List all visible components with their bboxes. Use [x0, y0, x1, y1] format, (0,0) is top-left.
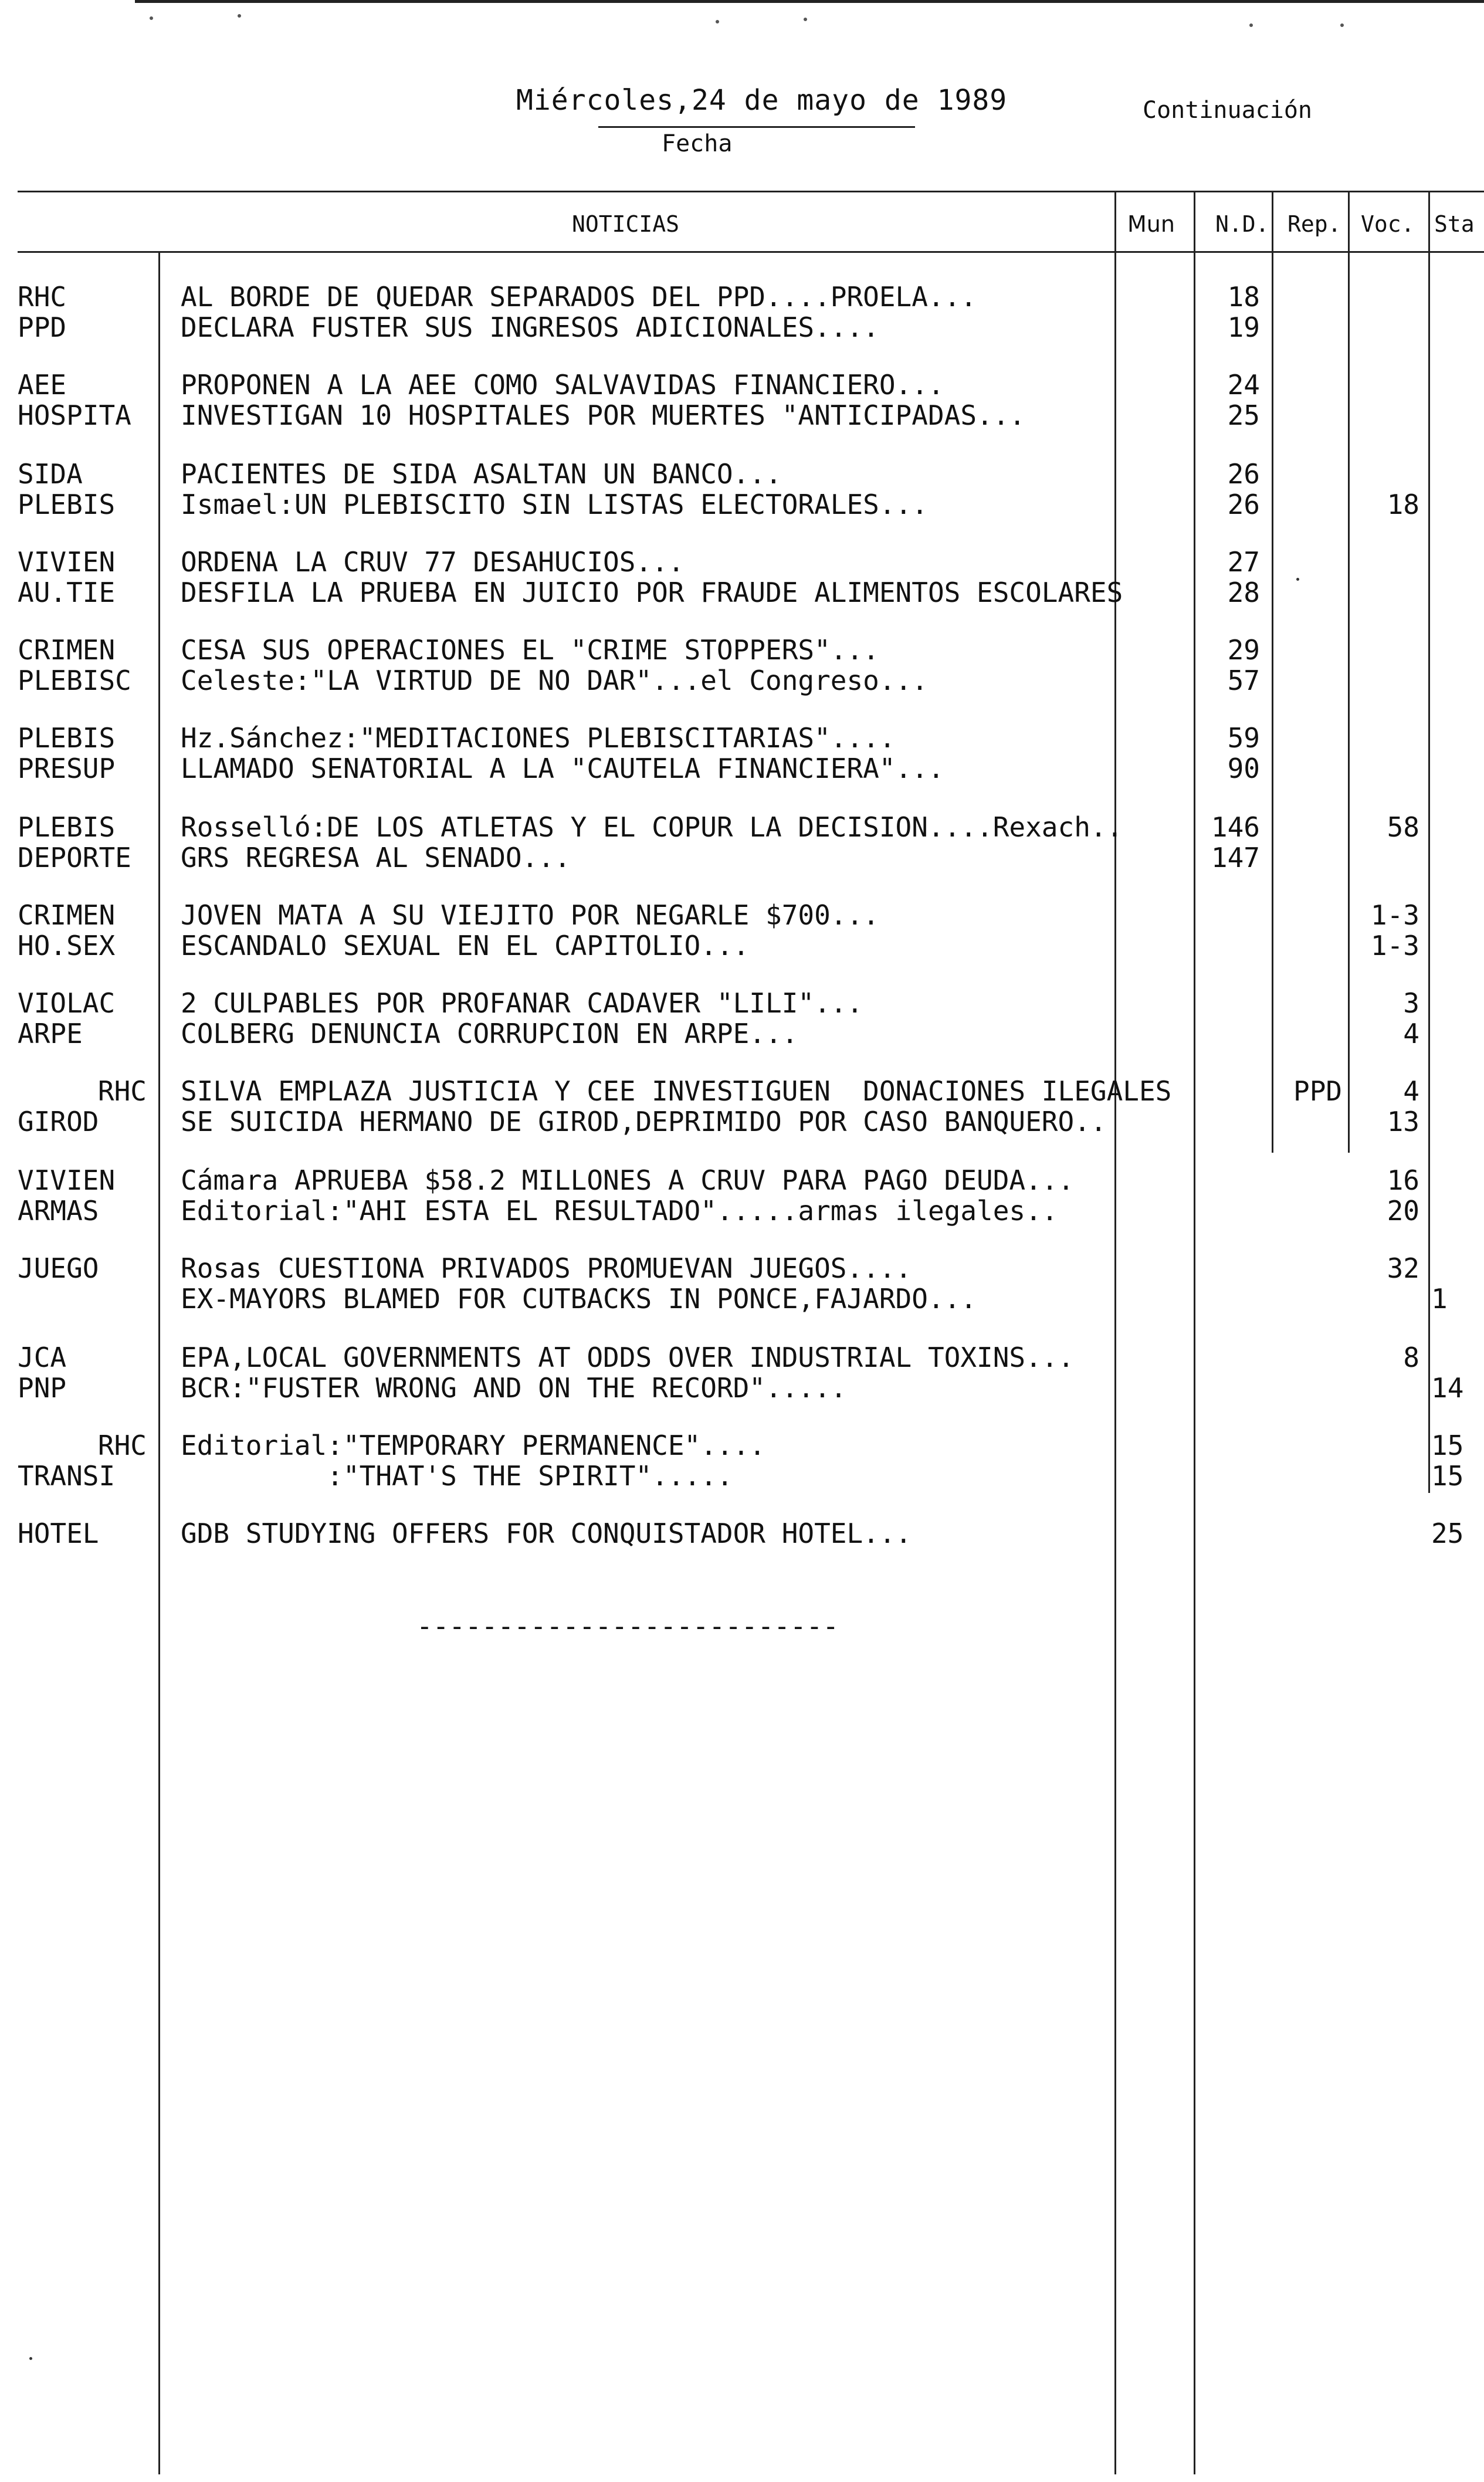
row-code: CRIMEN: [18, 634, 116, 666]
row-voc-page: 3: [1403, 987, 1419, 1019]
row-headline: ORDENA LA CRUV 77 DESAHUCIOS...: [181, 546, 685, 578]
table-row: [0, 1165, 1484, 1196]
table-row: [0, 1373, 1484, 1403]
table-row: [0, 1018, 1484, 1049]
scan-speck: [1249, 23, 1253, 27]
row-voc-page: 1-3: [1370, 930, 1419, 961]
row-nd-page: 24: [1227, 369, 1260, 401]
table-row: [0, 1253, 1484, 1284]
table-row: [0, 812, 1484, 842]
table-row: [0, 930, 1484, 961]
row-headline: COLBERG DENUNCIA CORRUPCION EN ARPE...: [181, 1018, 798, 1049]
table-row: [0, 489, 1484, 520]
table-row: [0, 1196, 1484, 1226]
table-row: [0, 723, 1484, 753]
row-code: PRESUP: [18, 753, 116, 784]
row-headline: GDB STUDYING OFFERS FOR CONQUISTADOR HOTEL...: [181, 1518, 912, 1549]
column-header-mun: Mun: [1127, 211, 1175, 237]
row-headline: JOVEN MATA A SU VIEJITO POR NEGARLE $700...: [181, 899, 879, 931]
scan-speck: [238, 14, 241, 18]
row-nd-page: 25: [1227, 399, 1260, 431]
column-header-voc: Voc.: [1361, 211, 1415, 237]
table-row: [0, 370, 1484, 400]
row-code: JUEGO: [18, 1252, 99, 1284]
row-headline: 2 CULPABLES POR PROFANAR CADAVER "LILI"...: [181, 987, 863, 1019]
table-row: [0, 1106, 1484, 1137]
row-code: PPD: [18, 311, 67, 343]
row-headline: GRS REGRESA AL SENADO...: [181, 842, 571, 873]
row-nd-page: 26: [1227, 458, 1260, 490]
row-headline: SILVA EMPLAZA JUSTICIA Y CEE INVESTIGUEN DONACIONES ILEGALES: [181, 1075, 1172, 1107]
row-voc-page: 16: [1387, 1164, 1419, 1196]
row-code: JCA: [18, 1342, 67, 1373]
table-row: [0, 753, 1484, 784]
row-voc-page: 58: [1387, 811, 1419, 843]
row-nd-page: 146: [1211, 811, 1260, 843]
scan-speck: [1340, 23, 1344, 27]
scan-speck: [1296, 578, 1299, 581]
row-headline: :"THAT'S THE SPIRIT".....: [181, 1460, 733, 1492]
row-code: ARMAS: [18, 1195, 99, 1227]
table-row: [0, 635, 1484, 665]
row-code: RHC: [97, 1430, 147, 1461]
date-underline: [598, 126, 915, 128]
date-line: Miércoles,24 de mayo de 1989: [516, 84, 1008, 117]
row-code: CRIMEN: [18, 899, 116, 931]
row-code: DEPORTE: [18, 842, 131, 873]
row-nd-page: 28: [1227, 577, 1260, 608]
table-row: [0, 1430, 1484, 1461]
row-voc-page: 4: [1403, 1018, 1419, 1049]
row-star-page: 14: [1431, 1372, 1464, 1404]
table-row: [0, 1342, 1484, 1373]
row-headline: PACIENTES DE SIDA ASALTAN UN BANCO...: [181, 458, 782, 490]
continuation-label: Continuación: [1143, 97, 1312, 124]
row-nd-page: 57: [1227, 665, 1260, 696]
row-rep-page: PPD: [1293, 1075, 1343, 1107]
row-code: PLEBISC: [18, 665, 131, 696]
row-headline: Celeste:"LA VIRTUD DE NO DAR"...el Congreso...: [181, 665, 928, 696]
row-headline: PROPONEN A LA AEE COMO SALVAVIDAS FINANCIERO...: [181, 369, 944, 401]
row-code: VIVIEN: [18, 1164, 116, 1196]
row-headline: Cámara APRUEBA $58.2 MILLONES A CRUV PARA PAGO DEUDA...: [181, 1164, 1075, 1196]
table-header-rule: [18, 251, 1484, 253]
row-code: TRANSI: [18, 1460, 116, 1492]
table-row: [0, 842, 1484, 873]
scan-speck: [29, 2357, 32, 2360]
row-headline: Rosselló:DE LOS ATLETAS Y EL COPUR LA DECISION....Rexach..: [181, 811, 1123, 843]
date-label: Fecha: [662, 130, 733, 157]
row-headline: Rosas CUESTIONA PRIVADOS PROMUEVAN JUEGOS....: [181, 1252, 912, 1284]
scan-speck: [804, 18, 807, 21]
table-row: [0, 547, 1484, 577]
row-code: PNP: [18, 1372, 67, 1404]
table-row: [0, 1461, 1484, 1491]
row-nd-page: 19: [1227, 311, 1260, 343]
end-of-list-dashes: --------------------------: [416, 1610, 839, 1642]
row-voc-page: 18: [1387, 489, 1419, 520]
table-row: [0, 459, 1484, 489]
row-nd-page: 59: [1227, 722, 1260, 754]
row-nd-page: 18: [1227, 281, 1260, 313]
row-code: VIOLAC: [18, 987, 116, 1019]
table-row: [0, 665, 1484, 696]
row-headline: EX-MAYORS BLAMED FOR CUTBACKS IN PONCE,FAJARDO...: [181, 1283, 977, 1315]
table-row: [0, 312, 1484, 343]
table-row: [0, 988, 1484, 1018]
row-code: PLEBIS: [18, 722, 116, 754]
column-header-rep: Rep.: [1288, 211, 1341, 237]
row-nd-page: 26: [1227, 489, 1260, 520]
table-row: [0, 900, 1484, 930]
row-headline: CESA SUS OPERACIONES EL "CRIME STOPPERS"...: [181, 634, 879, 666]
row-headline: EPA,LOCAL GOVERNMENTS AT ODDS OVER INDUSTRIAL TOXINS...: [181, 1342, 1075, 1373]
scan-speck: [716, 20, 719, 23]
top-edge-rule: [135, 0, 1484, 3]
row-nd-page: 27: [1227, 546, 1260, 578]
row-code: RHC: [97, 1075, 147, 1107]
mun-column-divider-left: [1114, 191, 1116, 2474]
row-code: PLEBIS: [18, 811, 116, 843]
row-code: HOTEL: [18, 1518, 99, 1549]
row-headline: DESFILA LA PRUEBA EN JUICIO POR FRAUDE ALIMENTOS ESCOLARES: [181, 577, 1123, 608]
row-code: AU.TIE: [18, 577, 116, 608]
nd-column-divider-left: [1194, 191, 1195, 2474]
row-code: HO.SEX: [18, 930, 116, 961]
row-headline: SE SUICIDA HERMANO DE GIROD,DEPRIMIDO POR CASO BANQUERO..: [181, 1106, 1107, 1137]
row-code: RHC: [18, 281, 67, 313]
row-code: VIVIEN: [18, 546, 116, 578]
scan-speck: [150, 16, 153, 20]
table-row: [0, 400, 1484, 431]
row-headline: INVESTIGAN 10 HOSPITALES POR MUERTES "ANTICIPADAS...: [181, 399, 1026, 431]
row-voc-page: 4: [1403, 1075, 1419, 1107]
column-header-star: Sta: [1434, 211, 1475, 237]
row-headline: BCR:"FUSTER WRONG AND ON THE RECORD".....: [181, 1372, 847, 1404]
row-code: AEE: [18, 369, 67, 401]
row-headline: Hz.Sánchez:"MEDITACIONES PLEBISCITARIAS"....: [181, 722, 896, 754]
row-headline: LLAMADO SENATORIAL A LA "CAUTELA FINANCIERA"...: [181, 753, 944, 784]
row-code: ARPE: [18, 1018, 83, 1049]
row-voc-page: 8: [1403, 1342, 1419, 1373]
table-row: [0, 282, 1484, 312]
row-star-page: 15: [1431, 1430, 1464, 1461]
row-headline: Ismael:UN PLEBISCITO SIN LISTAS ELECTORALES...: [181, 489, 928, 520]
table-row: [0, 577, 1484, 608]
table-row: [0, 1518, 1484, 1549]
row-star-page: 15: [1431, 1460, 1464, 1492]
row-headline: Editorial:"AHI ESTA EL RESULTADO".....armas ilegales..: [181, 1195, 1058, 1227]
row-headline: Editorial:"TEMPORARY PERMANENCE"....: [181, 1430, 765, 1461]
row-voc-page: 1-3: [1370, 899, 1419, 931]
row-voc-page: 20: [1387, 1195, 1419, 1227]
table-row: [0, 1284, 1484, 1314]
row-star-page: 25: [1431, 1518, 1464, 1549]
row-nd-page: 29: [1227, 634, 1260, 666]
row-voc-page: 13: [1387, 1106, 1419, 1137]
column-header-noticias: NOTICIAS: [572, 211, 680, 237]
row-voc-page: 32: [1387, 1252, 1419, 1284]
row-headline: ESCANDALO SEXUAL EN EL CAPITOLIO...: [181, 930, 750, 961]
row-code: GIROD: [18, 1106, 99, 1137]
column-header-nd: N.D.: [1215, 211, 1269, 237]
table-row: [0, 1076, 1484, 1106]
row-nd-page: 90: [1227, 753, 1260, 784]
row-star-page: 1: [1431, 1283, 1448, 1315]
row-code: HOSPITA: [18, 399, 131, 431]
row-nd-page: 147: [1211, 842, 1260, 873]
row-code: PLEBIS: [18, 489, 116, 520]
row-headline: DECLARA FUSTER SUS INGRESOS ADICIONALES....: [181, 311, 879, 343]
row-headline: AL BORDE DE QUEDAR SEPARADOS DEL PPD....PROELA...: [181, 281, 977, 313]
row-code: SIDA: [18, 458, 83, 490]
table-top-rule: [18, 191, 1484, 192]
